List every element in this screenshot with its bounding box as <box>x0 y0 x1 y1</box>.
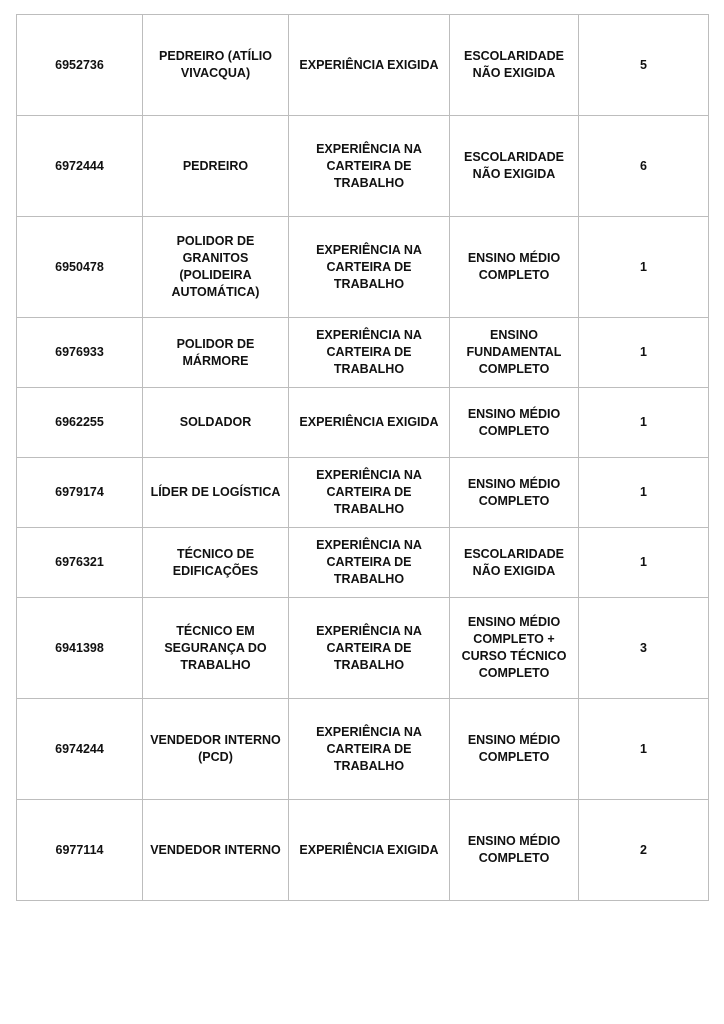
job-title-cell: PEDREIRO (ATÍLIO VIVACQUA) <box>143 15 289 116</box>
job-title-cell: PEDREIRO <box>143 116 289 217</box>
table-row <box>17 318 709 388</box>
experience-cell: EXPERIÊNCIA NA CARTEIRA DE TRABALHO <box>289 318 450 388</box>
experience-cell: EXPERIÊNCIA EXIGIDA <box>289 15 450 116</box>
table-row <box>17 800 709 901</box>
job-title-cell: TÉCNICO EM SEGURANÇA DO TRABALHO <box>143 598 289 699</box>
education-cell: ENSINO MÉDIO COMPLETO + CURSO TÉCNICO COMPLETO <box>450 598 579 699</box>
table-row <box>17 699 709 800</box>
education-cell: ENSINO FUNDAMENTAL COMPLETO <box>450 318 579 388</box>
table-row <box>17 528 709 598</box>
vacancies-cell: 1 <box>579 458 709 528</box>
job-code-cell: 6974244 <box>17 699 143 800</box>
job-code-cell: 6979174 <box>17 458 143 528</box>
education-cell: ENSINO MÉDIO COMPLETO <box>450 217 579 318</box>
job-title-cell: VENDEDOR INTERNO (PCD) <box>143 699 289 800</box>
job-code-cell: 6976321 <box>17 528 143 598</box>
job-code-cell: 6952736 <box>17 15 143 116</box>
education-cell: ESCOLARIDADE NÃO EXIGIDA <box>450 528 579 598</box>
job-code-cell: 6972444 <box>17 116 143 217</box>
education-cell: ENSINO MÉDIO COMPLETO <box>450 388 579 458</box>
vacancies-cell: 1 <box>579 699 709 800</box>
experience-cell: EXPERIÊNCIA NA CARTEIRA DE TRABALHO <box>289 217 450 318</box>
job-listing-page <box>16 14 708 901</box>
job-code-cell: 6976933 <box>17 318 143 388</box>
table-row <box>17 458 709 528</box>
vacancies-cell: 1 <box>579 318 709 388</box>
job-title-cell: POLIDOR DE MÁRMORE <box>143 318 289 388</box>
table-row <box>17 388 709 458</box>
vacancies-cell: 5 <box>579 15 709 116</box>
education-cell: ENSINO MÉDIO COMPLETO <box>450 800 579 901</box>
vacancies-cell: 6 <box>579 116 709 217</box>
table-row <box>17 217 709 318</box>
table-row <box>17 598 709 699</box>
job-title-cell: LÍDER DE LOGÍSTICA <box>143 458 289 528</box>
job-code-cell: 6977114 <box>17 800 143 901</box>
experience-cell: EXPERIÊNCIA NA CARTEIRA DE TRABALHO <box>289 528 450 598</box>
job-code-cell: 6950478 <box>17 217 143 318</box>
experience-cell: EXPERIÊNCIA NA CARTEIRA DE TRABALHO <box>289 116 450 217</box>
vacancies-cell: 1 <box>579 217 709 318</box>
job-title-cell: POLIDOR DE GRANITOS (POLIDEIRA AUTOMÁTICA) <box>143 217 289 318</box>
education-cell: ESCOLARIDADE NÃO EXIGIDA <box>450 15 579 116</box>
vacancies-cell: 3 <box>579 598 709 699</box>
job-table <box>16 14 709 901</box>
table-row <box>17 116 709 217</box>
job-code-cell: 6962255 <box>17 388 143 458</box>
experience-cell: EXPERIÊNCIA EXIGIDA <box>289 800 450 901</box>
vacancies-cell: 2 <box>579 800 709 901</box>
experience-cell: EXPERIÊNCIA NA CARTEIRA DE TRABALHO <box>289 699 450 800</box>
job-title-cell: TÉCNICO DE EDIFICAÇÕES <box>143 528 289 598</box>
vacancies-cell: 1 <box>579 528 709 598</box>
table-row <box>17 15 709 116</box>
education-cell: ENSINO MÉDIO COMPLETO <box>450 458 579 528</box>
job-code-cell: 6941398 <box>17 598 143 699</box>
education-cell: ESCOLARIDADE NÃO EXIGIDA <box>450 116 579 217</box>
job-title-cell: SOLDADOR <box>143 388 289 458</box>
vacancies-cell: 1 <box>579 388 709 458</box>
experience-cell: EXPERIÊNCIA NA CARTEIRA DE TRABALHO <box>289 458 450 528</box>
experience-cell: EXPERIÊNCIA NA CARTEIRA DE TRABALHO <box>289 598 450 699</box>
experience-cell: EXPERIÊNCIA EXIGIDA <box>289 388 450 458</box>
job-title-cell: VENDEDOR INTERNO <box>143 800 289 901</box>
education-cell: ENSINO MÉDIO COMPLETO <box>450 699 579 800</box>
